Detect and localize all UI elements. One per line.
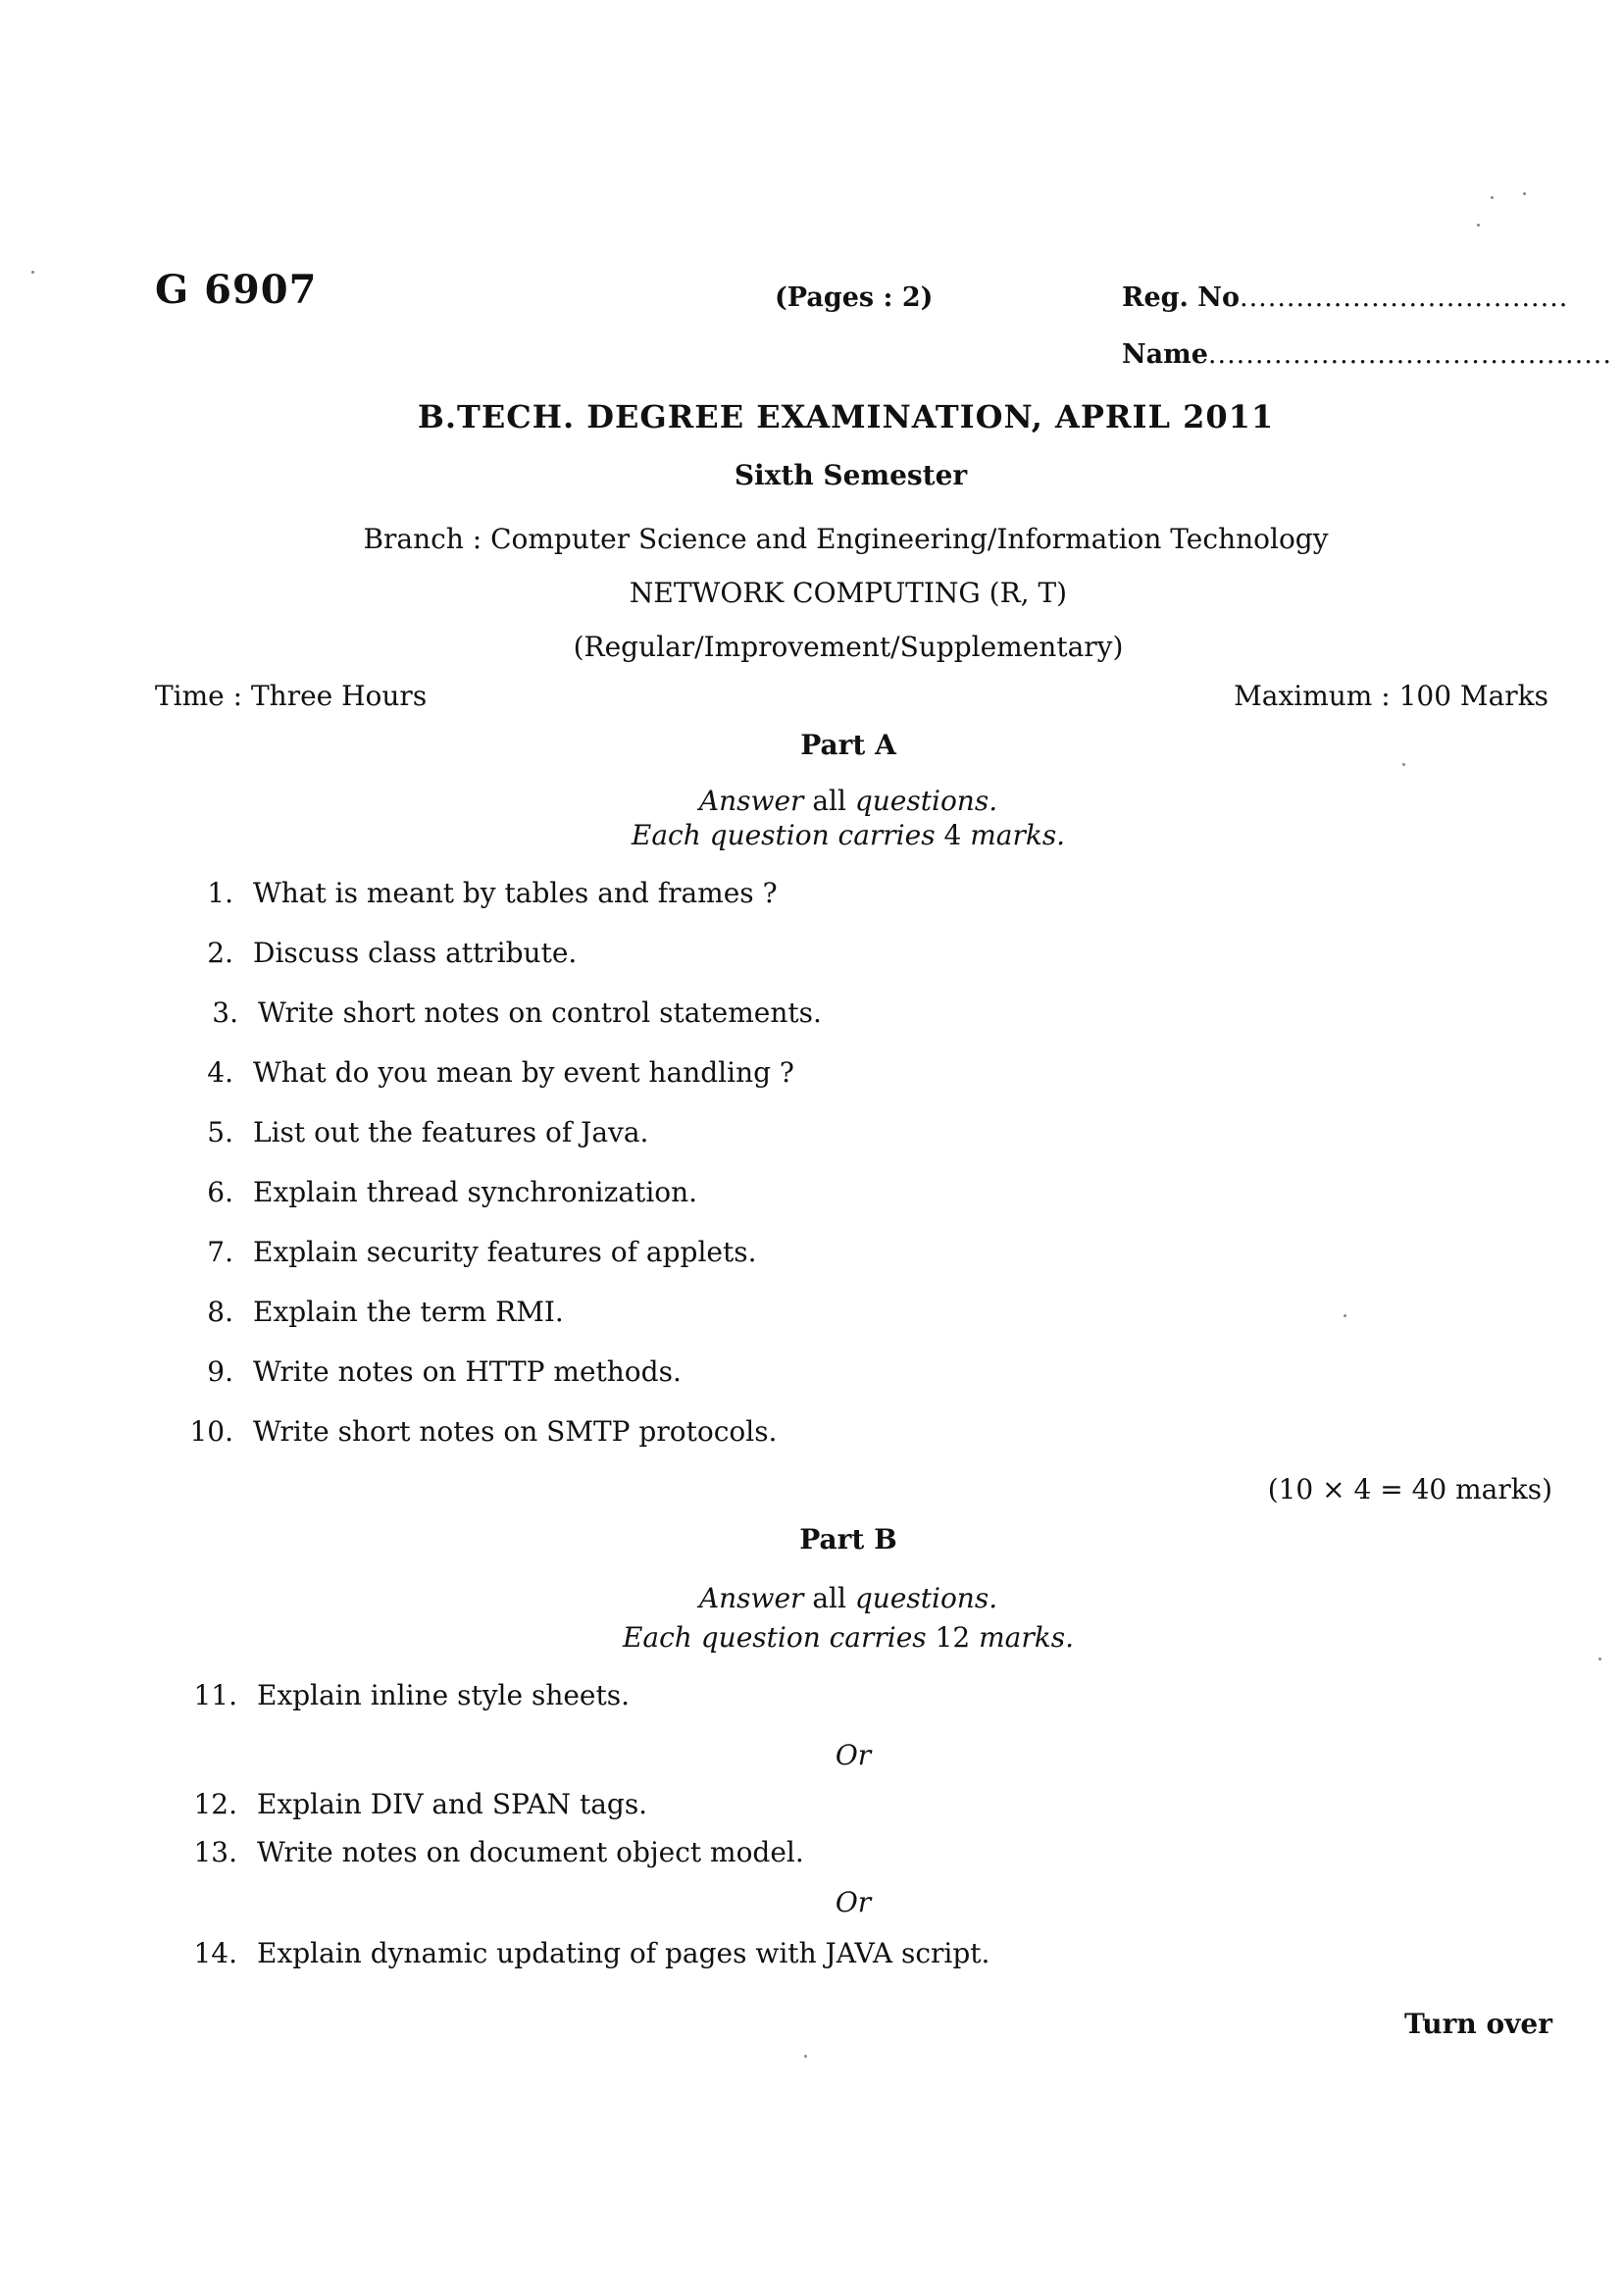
exam-title: B.TECH. DEGREE EXAMINATION, APRIL 2011	[417, 398, 1275, 435]
scan-speck	[31, 271, 34, 274]
question: 10. Write short notes on SMTP protocols.	[189, 1415, 778, 1448]
time-allowed: Time : Three Hours	[155, 680, 428, 712]
exam-mode: (Regular/Improvement/Supplementary)	[573, 631, 1124, 663]
maximum-marks: Maximum : 100 Marks	[1234, 680, 1548, 712]
part-a-instruction-2: Each question carries 4 marks.	[631, 819, 1066, 851]
question: 9. Write notes on HTTP methods.	[207, 1355, 682, 1388]
page-count: (Pages : 2)	[775, 282, 934, 313]
part-a-title: Part A	[800, 729, 896, 761]
part-b-title: Part B	[799, 1523, 897, 1556]
subject: NETWORK COMPUTING (R, T)	[629, 577, 1068, 609]
reg-no-field	[1122, 282, 1568, 313]
turn-over: Turn over	[1404, 2008, 1552, 2040]
question: 8. Explain the term RMI.	[207, 1296, 564, 1328]
paper-code: G 6907	[155, 267, 318, 313]
question: 12. Explain DIV and SPAN tags.	[193, 1788, 648, 1820]
question: 1. What is meant by tables and frames ?	[207, 877, 778, 909]
question: 4. What do you mean by event handling ?	[207, 1056, 794, 1089]
scan-speck	[804, 2055, 807, 2058]
or-separator: Or	[835, 1739, 872, 1771]
part-b-instruction-2: Each question carries 12 marks.	[622, 1621, 1074, 1654]
question: 13. Write notes on document object model.	[193, 1836, 804, 1868]
name-field	[1122, 339, 1612, 370]
scan-speck	[1523, 192, 1526, 195]
name-label: Name	[1122, 339, 1208, 370]
question: 7. Explain security features of applets.	[207, 1236, 757, 1268]
question: 6. Explain thread synchronization.	[207, 1176, 698, 1208]
question: 2. Discuss class attribute.	[207, 937, 578, 969]
part-a-marks: (10 × 4 = 40 marks)	[1267, 1473, 1552, 1505]
scan-speck	[1402, 763, 1405, 766]
question: 5. List out the features of Java.	[207, 1116, 649, 1148]
semester: Sixth Semester	[734, 459, 968, 491]
reg-no-dots: ...................................	[1239, 282, 1569, 313]
name-dots: ...........................................	[1207, 339, 1612, 370]
part-b-instruction-1: Answer all questions.	[698, 1582, 998, 1614]
part-a-instruction-1: Answer all questions.	[698, 785, 998, 817]
question: 11. Explain inline style sheets.	[193, 1679, 631, 1711]
or-separator: Or	[835, 1886, 872, 1918]
question: 14. Explain dynamic updating of pages with JAVA script.	[193, 1937, 990, 1969]
scan-speck	[1344, 1314, 1346, 1317]
scan-speck	[1491, 196, 1494, 199]
scan-speck	[1477, 224, 1480, 227]
question: 3. Write short notes on control statements.	[212, 996, 822, 1029]
scan-speck	[1598, 1658, 1601, 1660]
reg-no-label: Reg. No	[1122, 282, 1240, 313]
branch: Branch : Computer Science and Engineering/Information Technology	[363, 523, 1329, 555]
